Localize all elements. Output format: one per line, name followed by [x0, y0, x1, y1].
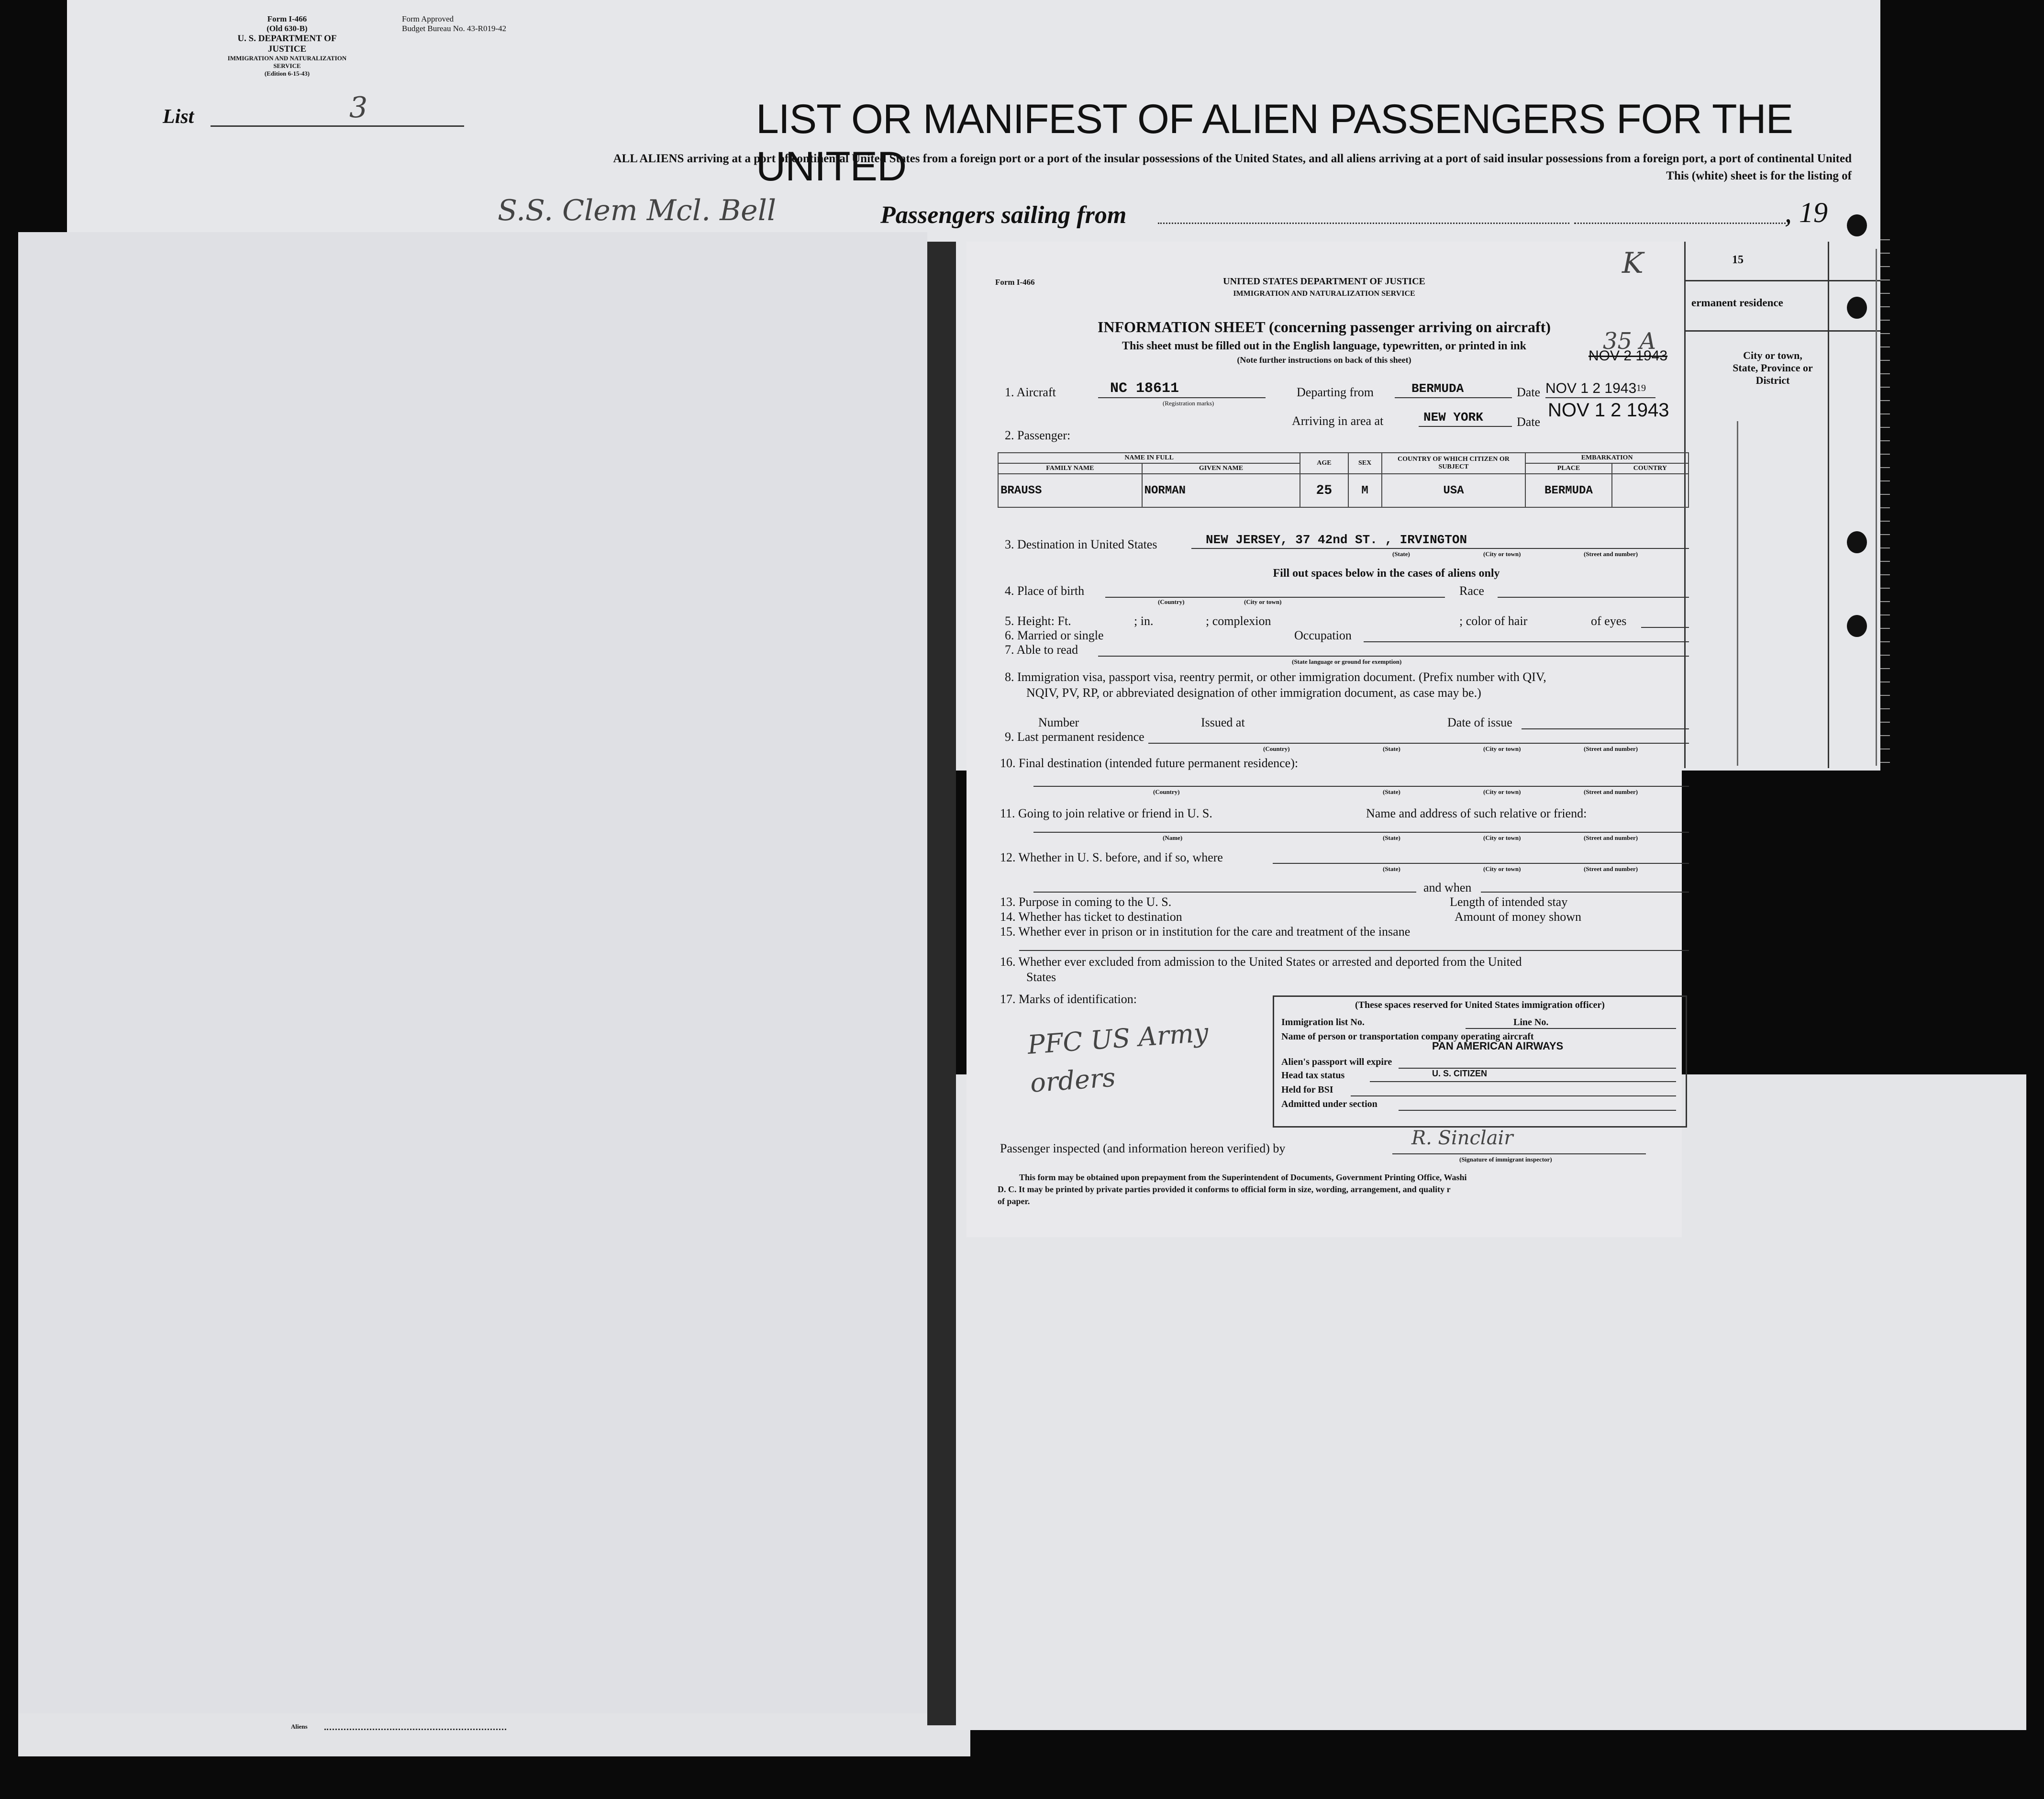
aliens-only-note: Fill out spaces below in the cases of aliens only [1273, 567, 1500, 580]
us-citizen-stamp: U. S. CITIZEN [1432, 1069, 1488, 1078]
officer-box-title: (These spaces reserved for United States immigration officer) [1355, 1000, 1605, 1010]
info-form-id: Form I-466 [995, 278, 1035, 287]
visa-label-2: NQIV, PV, RP, or abbreviated designation of other immigration document, as case may be.) [1026, 686, 1481, 700]
inspector-signature: R. Sinclair [1411, 1127, 1513, 1149]
stay-label: Length of intended stay [1450, 895, 1568, 909]
handwritten-35a: 35 A [1603, 328, 1656, 355]
immigration-list-label: Immigration list No. [1281, 1017, 1365, 1028]
information-sheet [966, 242, 1682, 1237]
fin-state-caption: (State) [1383, 788, 1400, 795]
head-tax-label: Head tax status [1281, 1070, 1345, 1081]
birth-country-caption: (Country) [1158, 598, 1185, 605]
embarkation-country-header: COUNTRY [1612, 463, 1689, 474]
footer-line-3: of paper. [998, 1196, 1030, 1206]
able-to-read-label: 7. Able to read [1005, 643, 1078, 657]
permanent-residence-header: ermanent residence [1691, 297, 1783, 309]
before-street-caption: (Street and number) [1584, 865, 1638, 872]
visa-label: 8. Immigration visa, passport visa, reentry permit, or other immigration document. (Prefix number with QIV, [1005, 670, 1546, 684]
pan-am-stamp: PAN AMERICAN AIRWAYS [1432, 1040, 1564, 1052]
age-value: 25 [1300, 474, 1348, 507]
before-city-caption: (City or town) [1483, 865, 1521, 872]
registration-caption: (Registration marks) [1163, 400, 1214, 407]
passport-expire-label: Alien's passport will expire [1281, 1057, 1392, 1067]
city-column-header: City or town, State, Province or District [1733, 349, 1813, 386]
before-state-caption: (State) [1383, 865, 1400, 872]
purpose-label: 13. Purpose in coming to the U. S. [1000, 895, 1172, 909]
departing-value: BERMUDA [1411, 381, 1464, 396]
dest-city-caption: (City or town) [1483, 550, 1521, 558]
manifest-service: IMMIGRATION AND NATURALIZATION SERVICE [227, 55, 347, 69]
manifest-title: LIST OR MANIFEST OF ALIEN PASSENGERS FOR THE UNITED [756, 96, 1793, 190]
arriving-value: NEW YORK [1423, 410, 1483, 425]
family-name-value: BRAUSS [998, 474, 1142, 507]
embark-country-value [1612, 474, 1689, 507]
departing-label: Departing from [1297, 385, 1374, 399]
manifest-form-id: Form I-466 [267, 14, 307, 23]
aircraft-value: NC 18611 [1110, 380, 1179, 397]
in-us-before-label: 12. Whether in U. S. before, and if so, where [1000, 850, 1223, 864]
info-dept: UNITED STATES DEPARTMENT OF JUSTICE [1223, 276, 1425, 287]
info-service: IMMIGRATION AND NATURALIZATION SERVICE [1233, 290, 1415, 298]
manifest-edition: (Edition 6-15-43) [264, 70, 310, 77]
dest-state-caption: (State) [1392, 550, 1410, 558]
fin-street-caption: (Street and number) [1584, 788, 1638, 795]
married-label: 6. Married or single [1005, 628, 1104, 642]
name-in-full-header: NAME IN FULL [998, 453, 1300, 463]
sailing-label: Passengers sailing from [880, 201, 1127, 229]
admitted-section-label: Admitted under section [1281, 1099, 1377, 1109]
bottom-strip [18, 1713, 970, 1756]
height-label: 5. Height: Ft. [1005, 614, 1071, 628]
binder-hole [1847, 214, 1867, 236]
embarkation-header: EMBARKATION [1525, 453, 1689, 463]
rel-state-caption: (State) [1383, 834, 1400, 841]
res-street-caption: (Street and number) [1584, 745, 1638, 752]
complexion-label: ; complexion [1206, 614, 1271, 628]
dest-street-caption: (Street and number) [1584, 550, 1638, 558]
place-header: PLACE [1525, 463, 1611, 474]
date-stamp-1: NOV 1 2 1943 [1545, 380, 1637, 396]
rel-street-caption: (Street and number) [1584, 834, 1638, 841]
rel-city-caption: (City or town) [1483, 834, 1521, 841]
country-citizen-header: COUNTRY OF WHICH CITIZEN OR SUBJECT [1382, 453, 1526, 474]
fin-country-caption: (Country) [1153, 788, 1180, 795]
passenger-label: 2. Passenger: [1005, 428, 1071, 442]
citizen-value: USA [1382, 474, 1526, 507]
and-when-label: and when [1423, 881, 1472, 894]
binder-hole [1847, 531, 1867, 553]
corner-mark: K [1622, 246, 1644, 280]
operator-label: Name of person or transportation company operating aircraft [1281, 1031, 1534, 1042]
aircraft-label: 1. Aircraft [1005, 385, 1056, 399]
bottom-stub-label: Aliens [291, 1723, 308, 1730]
join-relative-label: 11. Going to join relative or friend in U. S. [1000, 806, 1212, 820]
relative-address-label: Name and address of such relative or friend: [1366, 806, 1587, 820]
hair-label: ; color of hair [1459, 614, 1528, 628]
manifest-subtitle: ALL ALIENS arriving at a port of continental United States from a foreign port or a port of the insular possessions of the United States, and all aliens arriving at a port of said insular possessions from a foreign port, a port of continental United [613, 152, 1852, 165]
line-no-label: Line No. [1513, 1017, 1549, 1028]
binder-hole [1847, 615, 1867, 637]
date-label-1: Date [1517, 385, 1541, 399]
marks-label: 17. Marks of identification: [1000, 992, 1137, 1006]
given-name-header: GIVEN NAME [1142, 463, 1300, 474]
given-name-value: NORMAN [1142, 474, 1300, 507]
ticket-label: 14. Whether has ticket to destination [1000, 910, 1182, 924]
embark-place-value: BERMUDA [1525, 474, 1611, 507]
manifest-old-form: (Old 630-B) [267, 24, 308, 33]
issued-at-label: Issued at [1201, 715, 1245, 729]
handwritten-ship: S.S. Clem Mcl. Bell [498, 194, 777, 227]
res-state-caption: (State) [1383, 745, 1400, 752]
manifest-subtitle2: This (white) sheet is for the listing of [1666, 169, 1852, 182]
info-note: (Note further instructions on back of this sheet) [1237, 355, 1411, 365]
passenger-table [998, 452, 1689, 508]
language-caption: (State language or ground for exemption) [1292, 658, 1402, 665]
footer-line-1: This form may be obtained upon prepayment from the Superintendent of Documents, Government Printing Office, Washi [1019, 1173, 1467, 1182]
rel-name-caption: (Name) [1163, 834, 1183, 841]
held-bsi-label: Held for BSI [1281, 1084, 1333, 1095]
date-of-issue-label: Date of issue [1447, 715, 1512, 729]
birth-city-caption: (City or town) [1244, 598, 1282, 605]
inspected-label: Passenger inspected (and information hereon verified) by [1000, 1141, 1286, 1155]
destination-value: NEW JERSEY, 37 42nd ST. , IRVINGTON [1206, 533, 1467, 547]
arriving-label: Arriving in area at [1292, 414, 1384, 428]
sex-value: M [1348, 474, 1382, 507]
year-19: 19 [1636, 383, 1646, 393]
officer-box [1273, 995, 1687, 1128]
res-city-caption: (City or town) [1483, 745, 1521, 752]
age-header: AGE [1300, 453, 1348, 474]
occupation-label: Occupation [1294, 628, 1352, 642]
excluded-label: 16. Whether ever excluded from admission to the United States or arrested and deported from the United [1000, 955, 1522, 969]
struck-date-stamp: NOV 2 1943 [1589, 348, 1668, 364]
manifest-budget: Budget Bureau No. 43-R019-42 [402, 24, 507, 33]
marks-handwriting: PFC US Army orders [1026, 1017, 1210, 1098]
number-label: Number [1038, 715, 1079, 729]
prison-label: 15. Whether ever in prison or in institution for the care and treatment of the insane [1000, 925, 1411, 939]
footer-line-2: D. C. It may be printed by private parties provided it conforms to official form in size, wording, arrangement, and quality r [998, 1184, 1451, 1194]
list-label: List [163, 106, 194, 128]
final-destination-label: 10. Final destination (intended future permanent residence): [1000, 756, 1299, 770]
binder-hole [1847, 297, 1867, 319]
manifest-approved: Form Approved [402, 14, 454, 23]
info-title: INFORMATION SHEET (concerning passenger arriving on aircraft) [1098, 318, 1551, 335]
date-stamp-2: NOV 1 2 1943 [1548, 400, 1669, 421]
destination-label: 3. Destination in United States [1005, 537, 1157, 551]
inches-label: ; in. [1134, 614, 1154, 628]
sex-header: SEX [1348, 453, 1382, 474]
family-name-header: FAMILY NAME [998, 463, 1142, 474]
signature-caption: (Signature of immigrant inspector) [1459, 1156, 1552, 1163]
manifest-dept: U. S. DEPARTMENT OF JUSTICE [237, 34, 337, 54]
last-residence-label: 9. Last permanent residence [1005, 730, 1144, 744]
res-country-caption: (Country) [1263, 745, 1290, 752]
year-label: , 19 [1785, 197, 1828, 228]
blank-left-sheet [18, 232, 927, 1723]
excluded-label-2: States [1026, 970, 1056, 984]
money-label: Amount of money shown [1455, 910, 1582, 924]
info-instructions: This sheet must be filled out in the English language, typewritten, or printed in ink [1122, 340, 1526, 352]
eyes-label: of eyes [1591, 614, 1627, 628]
list-number: 3 [349, 91, 368, 124]
date-label-2: Date [1517, 415, 1541, 429]
place-of-birth-label: 4. Place of birth [1005, 584, 1085, 598]
fin-city-caption: (City or town) [1483, 788, 1521, 795]
column-15-label: 15 [1732, 254, 1744, 266]
race-label: Race [1459, 584, 1484, 598]
